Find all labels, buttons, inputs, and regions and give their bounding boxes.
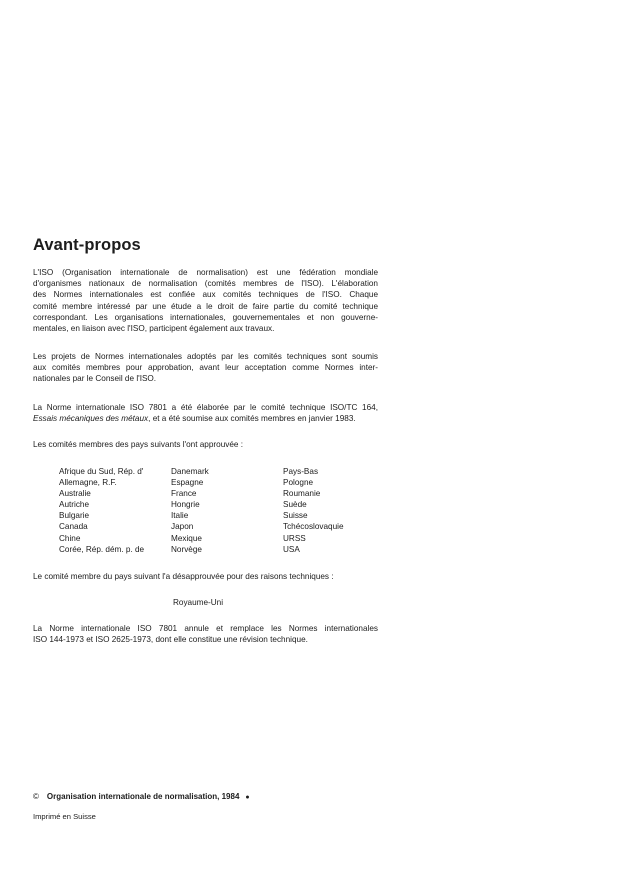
paragraph-line: nationales par le Conseil de l'ISO.: [33, 374, 157, 384]
committee-title: Essais mécaniques des métaux: [33, 414, 149, 424]
country: URSS: [283, 533, 306, 543]
country: Norvège: [171, 544, 202, 554]
country: Japon: [171, 522, 194, 532]
paragraph-line: La Norme internationale ISO 7801 annule et remplace les Normes internationales: [33, 624, 378, 633]
paragraph-line: aux comités membres pour approbation, avant leur acceptation comme Normes inter-: [33, 363, 378, 373]
country: Italie: [171, 511, 189, 521]
country: Pologne: [283, 478, 314, 488]
intro-paragraph: [33, 267, 378, 334]
disapproving-country: Royaume-Uni: [173, 598, 224, 607]
replacement-paragraph: [33, 623, 378, 645]
paragraph-line: correspondant. Les organisations internationales, gouvernementales et non gouverne-: [33, 312, 378, 322]
country: USA: [283, 544, 300, 554]
elaboration-paragraph: [33, 402, 378, 424]
paragraph-line: des Normes internationales est confiée aux comités techniques de l'ISO. Chaque: [33, 290, 378, 300]
paragraph-line-rest: , et a été soumise aux comités membres en janvier 1983.: [148, 414, 356, 424]
country: Pays-Bas: [283, 467, 319, 476]
country: Danemark: [171, 467, 209, 476]
country: Suède: [283, 500, 307, 510]
country: Autriche: [59, 500, 90, 510]
country: Roumanie: [283, 489, 321, 499]
bullet-icon: ●: [245, 794, 250, 801]
country: Allemagne, R.F.: [59, 478, 117, 488]
country: Tchécoslovaquie: [283, 522, 344, 532]
country: Espagne: [171, 478, 204, 488]
paragraph-line: comité membre intéressé par une étude a le droit de faire partie du comité technique: [33, 301, 378, 311]
country: Chine: [59, 533, 81, 543]
country: Bulgarie: [59, 511, 90, 521]
country: Canada: [59, 522, 88, 532]
approving-countries-list: [59, 466, 403, 555]
paragraph-line: Les projets de Normes internationales adoptés par les comités techniques sont soumis: [33, 352, 378, 361]
country: Corée, Rép. dém. p. de: [59, 544, 145, 554]
countries-column: [283, 466, 403, 555]
approval-paragraph: [33, 351, 378, 385]
copyright-notice: [33, 792, 250, 801]
printed-in: Imprimé en Suisse: [33, 812, 96, 821]
country: Suisse: [283, 511, 308, 521]
country: Australie: [59, 489, 91, 499]
country: Mexique: [171, 533, 202, 543]
disapproval-intro: Le comité membre du pays suivant l'a désapprouvée pour des raisons techniques :: [33, 572, 334, 581]
paragraph-line: La Norme internationale ISO 7801 a été élaborée par le comité technique ISO/TC 164,: [33, 403, 378, 412]
countries-column: [171, 466, 283, 555]
paragraph-line: L'ISO (Organisation internationale de normalisation) est une fédération mondiale: [33, 268, 378, 277]
approvers-intro: Les comités membres des pays suivants l'ont approuvée :: [33, 440, 243, 449]
copyright-icon: ©: [33, 792, 39, 801]
paragraph-line: mentales, en liaison avec l'ISO, participent également aux travaux.: [33, 324, 275, 334]
page-title: Avant-propos: [33, 236, 141, 254]
countries-column: [59, 466, 171, 555]
country: Afrique du Sud, Rép. d': [59, 467, 144, 476]
paragraph-line: ISO 144-1973 et ISO 2625-1973, dont elle constitue une révision technique.: [33, 635, 308, 645]
country: Hongrie: [171, 500, 200, 510]
paragraph-line: [33, 413, 378, 424]
paragraph-line: d'organismes nationaux de normalisation (comités membres de l'ISO). L'élaboration: [33, 279, 378, 289]
copyright-holder: Organisation internationale de normalisation, 1984: [46, 792, 240, 801]
country: France: [171, 489, 197, 499]
